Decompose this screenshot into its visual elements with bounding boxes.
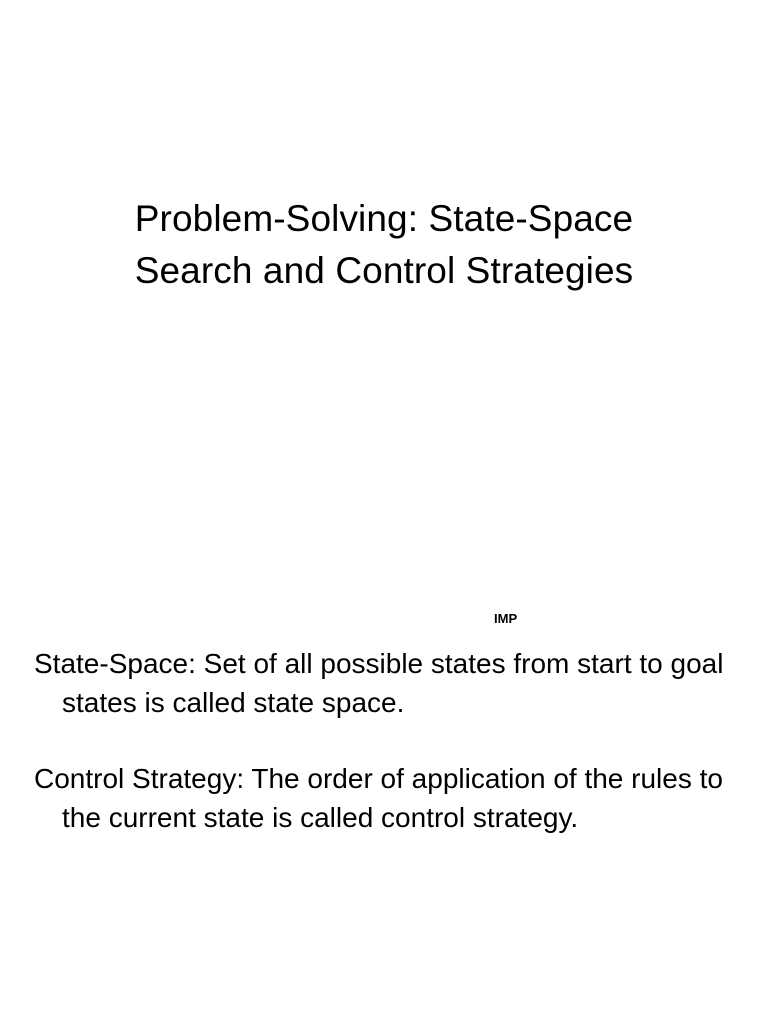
page-title bbox=[0, 193, 768, 297]
title-line-1: Problem-Solving: State-Space bbox=[134, 198, 634, 239]
control-strategy-definition: Control Strategy: The order of application of the rules to the current state is called control strategy. bbox=[34, 763, 723, 833]
title-line-2: Search and Control Strategies bbox=[134, 250, 634, 291]
imp-note: IMP bbox=[494, 611, 518, 626]
state-space-definition: State-Space: Set of all possible states from start to goal states is called state space. bbox=[34, 648, 724, 718]
body-content bbox=[34, 644, 734, 837]
